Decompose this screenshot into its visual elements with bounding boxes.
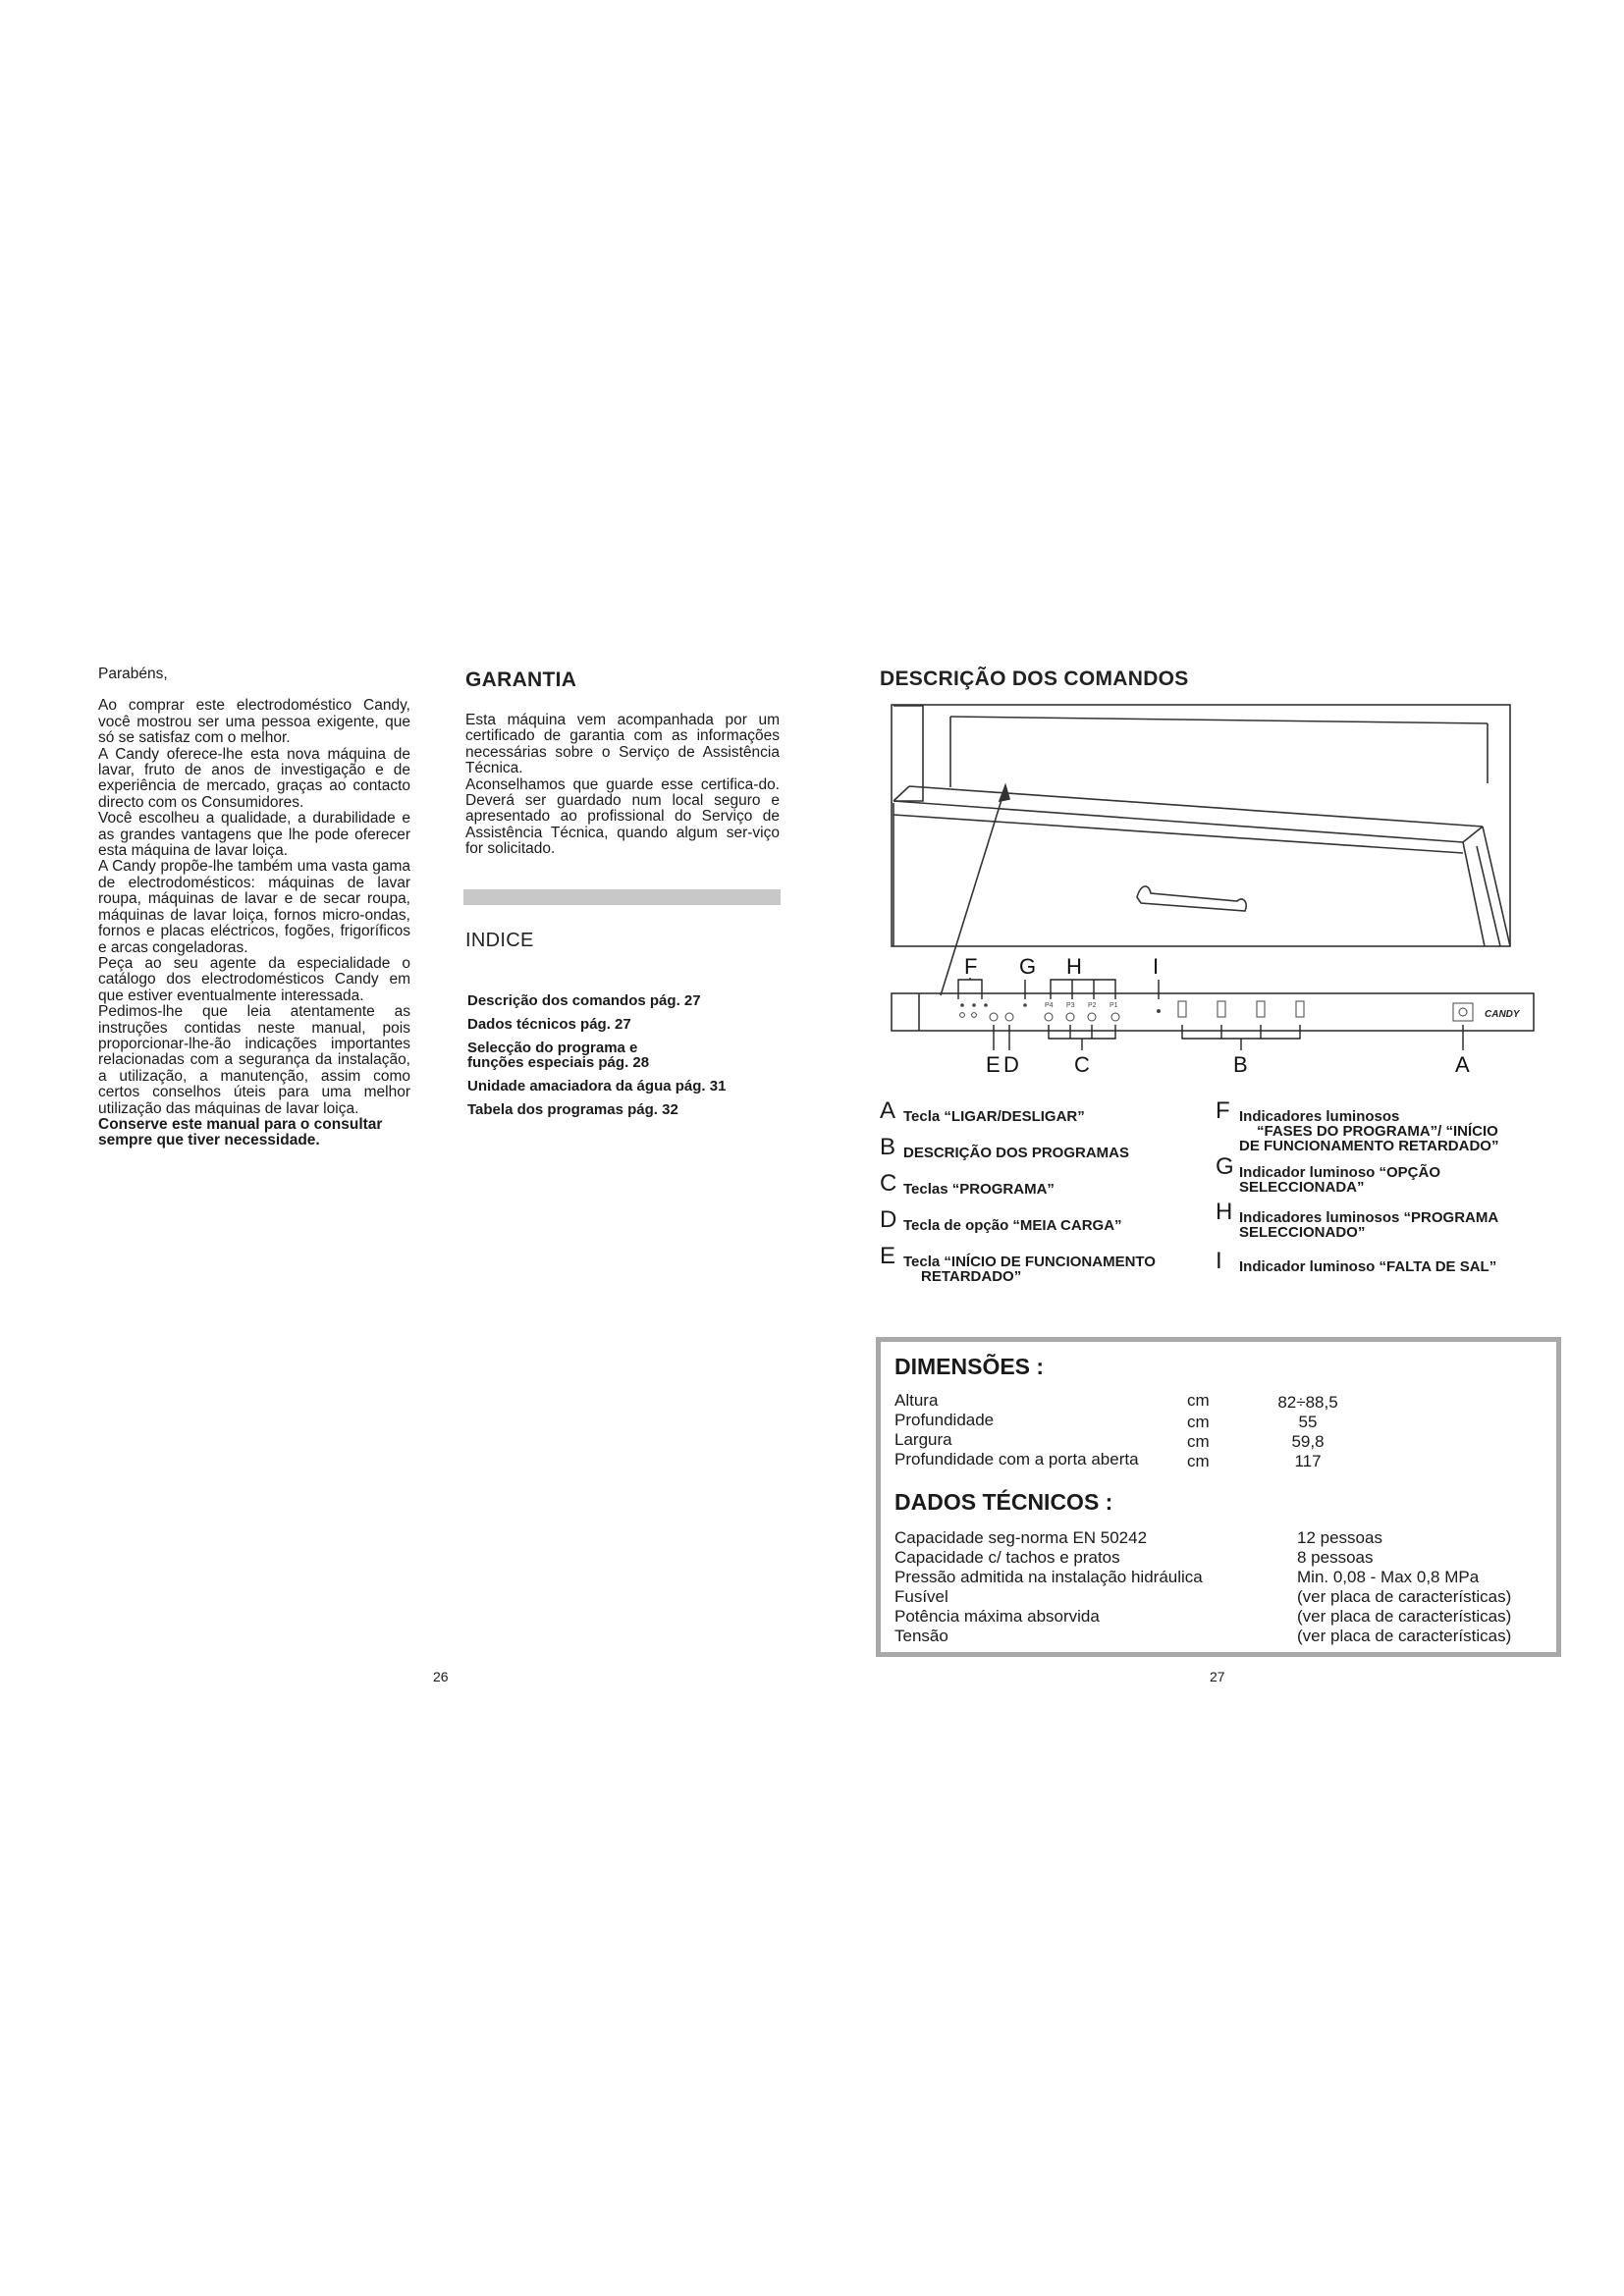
indice-item[interactable]: Descrição dos comandos pág. 27 (467, 992, 701, 1009)
garantia-title: GARANTIA (465, 668, 577, 691)
letter-C: C (1074, 1052, 1090, 1077)
intro-text (98, 667, 410, 1149)
legend-letter: F (1216, 1097, 1230, 1124)
legend-letter: I (1216, 1248, 1222, 1274)
legend-text: Indicadores luminosos (1239, 1108, 1400, 1125)
tech-value: Min. 0,08 - Max 0,8 MPa (1297, 1568, 1480, 1586)
legend-item-c (880, 1170, 1214, 1198)
tech-label: Tensão (894, 1627, 948, 1645)
legend-right (1216, 1097, 1549, 1275)
dim-label: Profundidade com a porta aberta (894, 1450, 1139, 1468)
legend-item-a (880, 1097, 1214, 1125)
dim-unit: cm (1187, 1413, 1210, 1431)
tech-label: Capacidade c/ tachos e pratos (894, 1548, 1120, 1567)
legend-item-b (880, 1134, 1214, 1161)
letter-I: I (1153, 954, 1160, 979)
legend-item-i (1216, 1248, 1549, 1275)
intro-paragraph: Pedimos-lhe que leia atentamente as instruções contidas neste manual, pois proporcionar-lhe-ão indicações importantes relacionadas com a segurança da instalação, a utilização, a manutenção, assim como certos conselhos úteis para uma melhor utilização das máquinas de lavar loiça. (98, 1003, 410, 1117)
tech-label: Pressão admitida na instalação hidráulica (894, 1568, 1203, 1586)
intro-paragraph: A Candy propõe-lhe também uma vasta gama de electrodomésticos: máquinas de lavar roupa, máquinas de lavar e de secar roupa, máquinas de lavar loiça, fornos micro-ondas, fornos e placas eléctricos, fogões, frigoríficos e arcas congeladoras. (98, 858, 410, 956)
legend-text: Indicador luminoso “OPÇÃO (1239, 1164, 1441, 1181)
legend-letter: H (1216, 1199, 1233, 1225)
letter-A: A (1455, 1052, 1470, 1077)
legend-letter: B (880, 1134, 896, 1160)
tech-value: (ver placa de características) (1297, 1607, 1512, 1626)
intro-paragraph: Peça ao seu agente da especialidade o catálogo dos electrodomésticos Candy em que estiver eventualmente interessada. (98, 954, 410, 1004)
legend-text: Indicadores luminosos “PROGRAMA (1239, 1209, 1499, 1226)
letter-D: D (1003, 1052, 1019, 1077)
page-number-right: 27 (1210, 1669, 1225, 1684)
letter-B: B (1233, 1052, 1248, 1077)
dim-unit: cm (1187, 1432, 1210, 1451)
legend-text: SELECCIONADO” (1239, 1224, 1366, 1241)
legend-text: “FASES DO PROGRAMA”/ “INÍCIO (1257, 1123, 1498, 1140)
garantia-paragraph: Aconselhamos que guarde esse certifica-do. Deverá ser guardado num local seguro e apresentado ao profissional do Serviço de Assistência Técnica, quando algum ser-viço for solicitado. (465, 775, 780, 858)
legend-item-h (1216, 1199, 1549, 1241)
dim-value: 117 (1294, 1452, 1322, 1470)
indice-title: INDICE (465, 930, 534, 951)
legend-letter: G (1216, 1153, 1234, 1180)
intro-paragraph: A Candy oferece-lhe esta nova máquina de lavar, fruto de anos de investigação e de experiência de mercado, graças ao contacto directo com os Consumidores. (98, 745, 410, 811)
indice-item[interactable]: Dados técnicos pág. 27 (467, 1016, 631, 1033)
letter-H: H (1066, 954, 1082, 979)
descricao-title: DESCRIÇÃO DOS COMANDOS (880, 667, 1189, 690)
panel-label-p1: P1 (1110, 1002, 1118, 1009)
section-divider (463, 889, 781, 905)
page-number-left: 26 (433, 1669, 449, 1684)
dim-label: Largura (894, 1430, 952, 1449)
dim-label: Profundidade (894, 1411, 995, 1429)
dishwasher-control-diagram (884, 701, 1551, 1084)
indice-item[interactable]: Tabela dos programas pág. 32 (467, 1101, 678, 1118)
legend-letter: A (880, 1097, 896, 1124)
dim-value: 59,8 (1291, 1432, 1325, 1451)
legend-left (880, 1097, 1214, 1285)
tech-value: 8 pessoas (1297, 1548, 1374, 1567)
legend-text: Tecla “LIGAR/DESLIGAR” (903, 1108, 1085, 1125)
legend-letter: D (880, 1206, 897, 1233)
legend-item-g (1216, 1153, 1549, 1196)
legend-letter: C (880, 1170, 897, 1197)
dados-tecnicos-title: DADOS TÉCNICOS : (894, 1489, 1113, 1515)
tech-value: (ver placa de características) (1297, 1587, 1512, 1606)
dim-value: 55 (1298, 1413, 1318, 1431)
legend-text: Teclas “PROGRAMA” (903, 1181, 1055, 1198)
tech-label: Potência máxima absorvida (894, 1607, 1100, 1626)
indice-item[interactable]: Unidade amaciadora da água pág. 31 (467, 1078, 727, 1095)
legend-text: DE FUNCIONAMENTO RETARDADO” (1239, 1138, 1499, 1154)
legend-text: Tecla de opção “MEIA CARGA” (903, 1217, 1122, 1234)
control-panel-strip (892, 993, 1534, 1031)
door-handle (1137, 886, 1246, 911)
brand-logo: CANDY (1485, 1009, 1520, 1020)
dim-value: 82÷88,5 (1277, 1393, 1338, 1412)
garantia-text (465, 713, 780, 858)
panel-label-p2: P2 (1088, 1002, 1097, 1009)
garantia-paragraph: Esta máquina vem acompanhada por um certificado de garantia com as informações necessárias sobre o Serviço de Assistência Técnica. (465, 712, 780, 777)
tech-label: Capacidade seg-norma EN 50242 (894, 1528, 1148, 1547)
panel-label-p4: P4 (1045, 1002, 1054, 1009)
intro-paragraph: Você escolheu a qualidade, a durabilidade e as grandes vantagens que lhe pode oferecer esta máquina de lavar loiça. (98, 810, 410, 860)
legend-text: RETARDADO” (921, 1268, 1022, 1285)
legend-item-e (880, 1243, 1214, 1285)
tech-value: (ver placa de características) (1297, 1627, 1512, 1645)
indice-list (467, 993, 762, 1126)
letter-F: F (964, 954, 978, 979)
dimensoes-title: DIMENSÕES : (894, 1354, 1045, 1379)
legend-text: Indicador luminoso “FALTA DE SAL” (1239, 1258, 1497, 1275)
legend-text: SELECCIONADA” (1239, 1179, 1365, 1196)
cabinet-frame (892, 705, 1510, 946)
specs-box (876, 1337, 1561, 1657)
legend-text: DESCRIÇÃO DOS PROGRAMAS (903, 1145, 1130, 1161)
greeting: Parabéns, (98, 666, 168, 682)
letter-G: G (1019, 954, 1037, 979)
dim-unit: cm (1187, 1391, 1210, 1410)
tech-value: 12 pessoas (1297, 1528, 1382, 1547)
legend-item-d (880, 1206, 1214, 1234)
tech-label: Fusível (894, 1587, 948, 1606)
power-button-icon (1453, 1003, 1473, 1021)
letter-E: E (986, 1052, 1001, 1077)
dim-unit: cm (1187, 1452, 1210, 1470)
dim-label: Altura (894, 1391, 939, 1410)
intro-paragraph: Ao comprar este electrodoméstico Candy, você mostrou ser uma pessoa exigente, que só se satisfaz com o melhor. (98, 697, 410, 747)
legend-letter: E (880, 1243, 896, 1269)
panel-label-p3: P3 (1066, 1002, 1075, 1009)
indice-item[interactable]: Selecção do programa e funções especiais pág. 28 (467, 1040, 650, 1071)
legend-item-f (1216, 1097, 1549, 1154)
intro-bold-note: Conserve este manual para o consultar sempre que tiver necessidade. (98, 1115, 383, 1149)
legend-text: Tecla “INÍCIO DE FUNCIONAMENTO (903, 1254, 1156, 1270)
